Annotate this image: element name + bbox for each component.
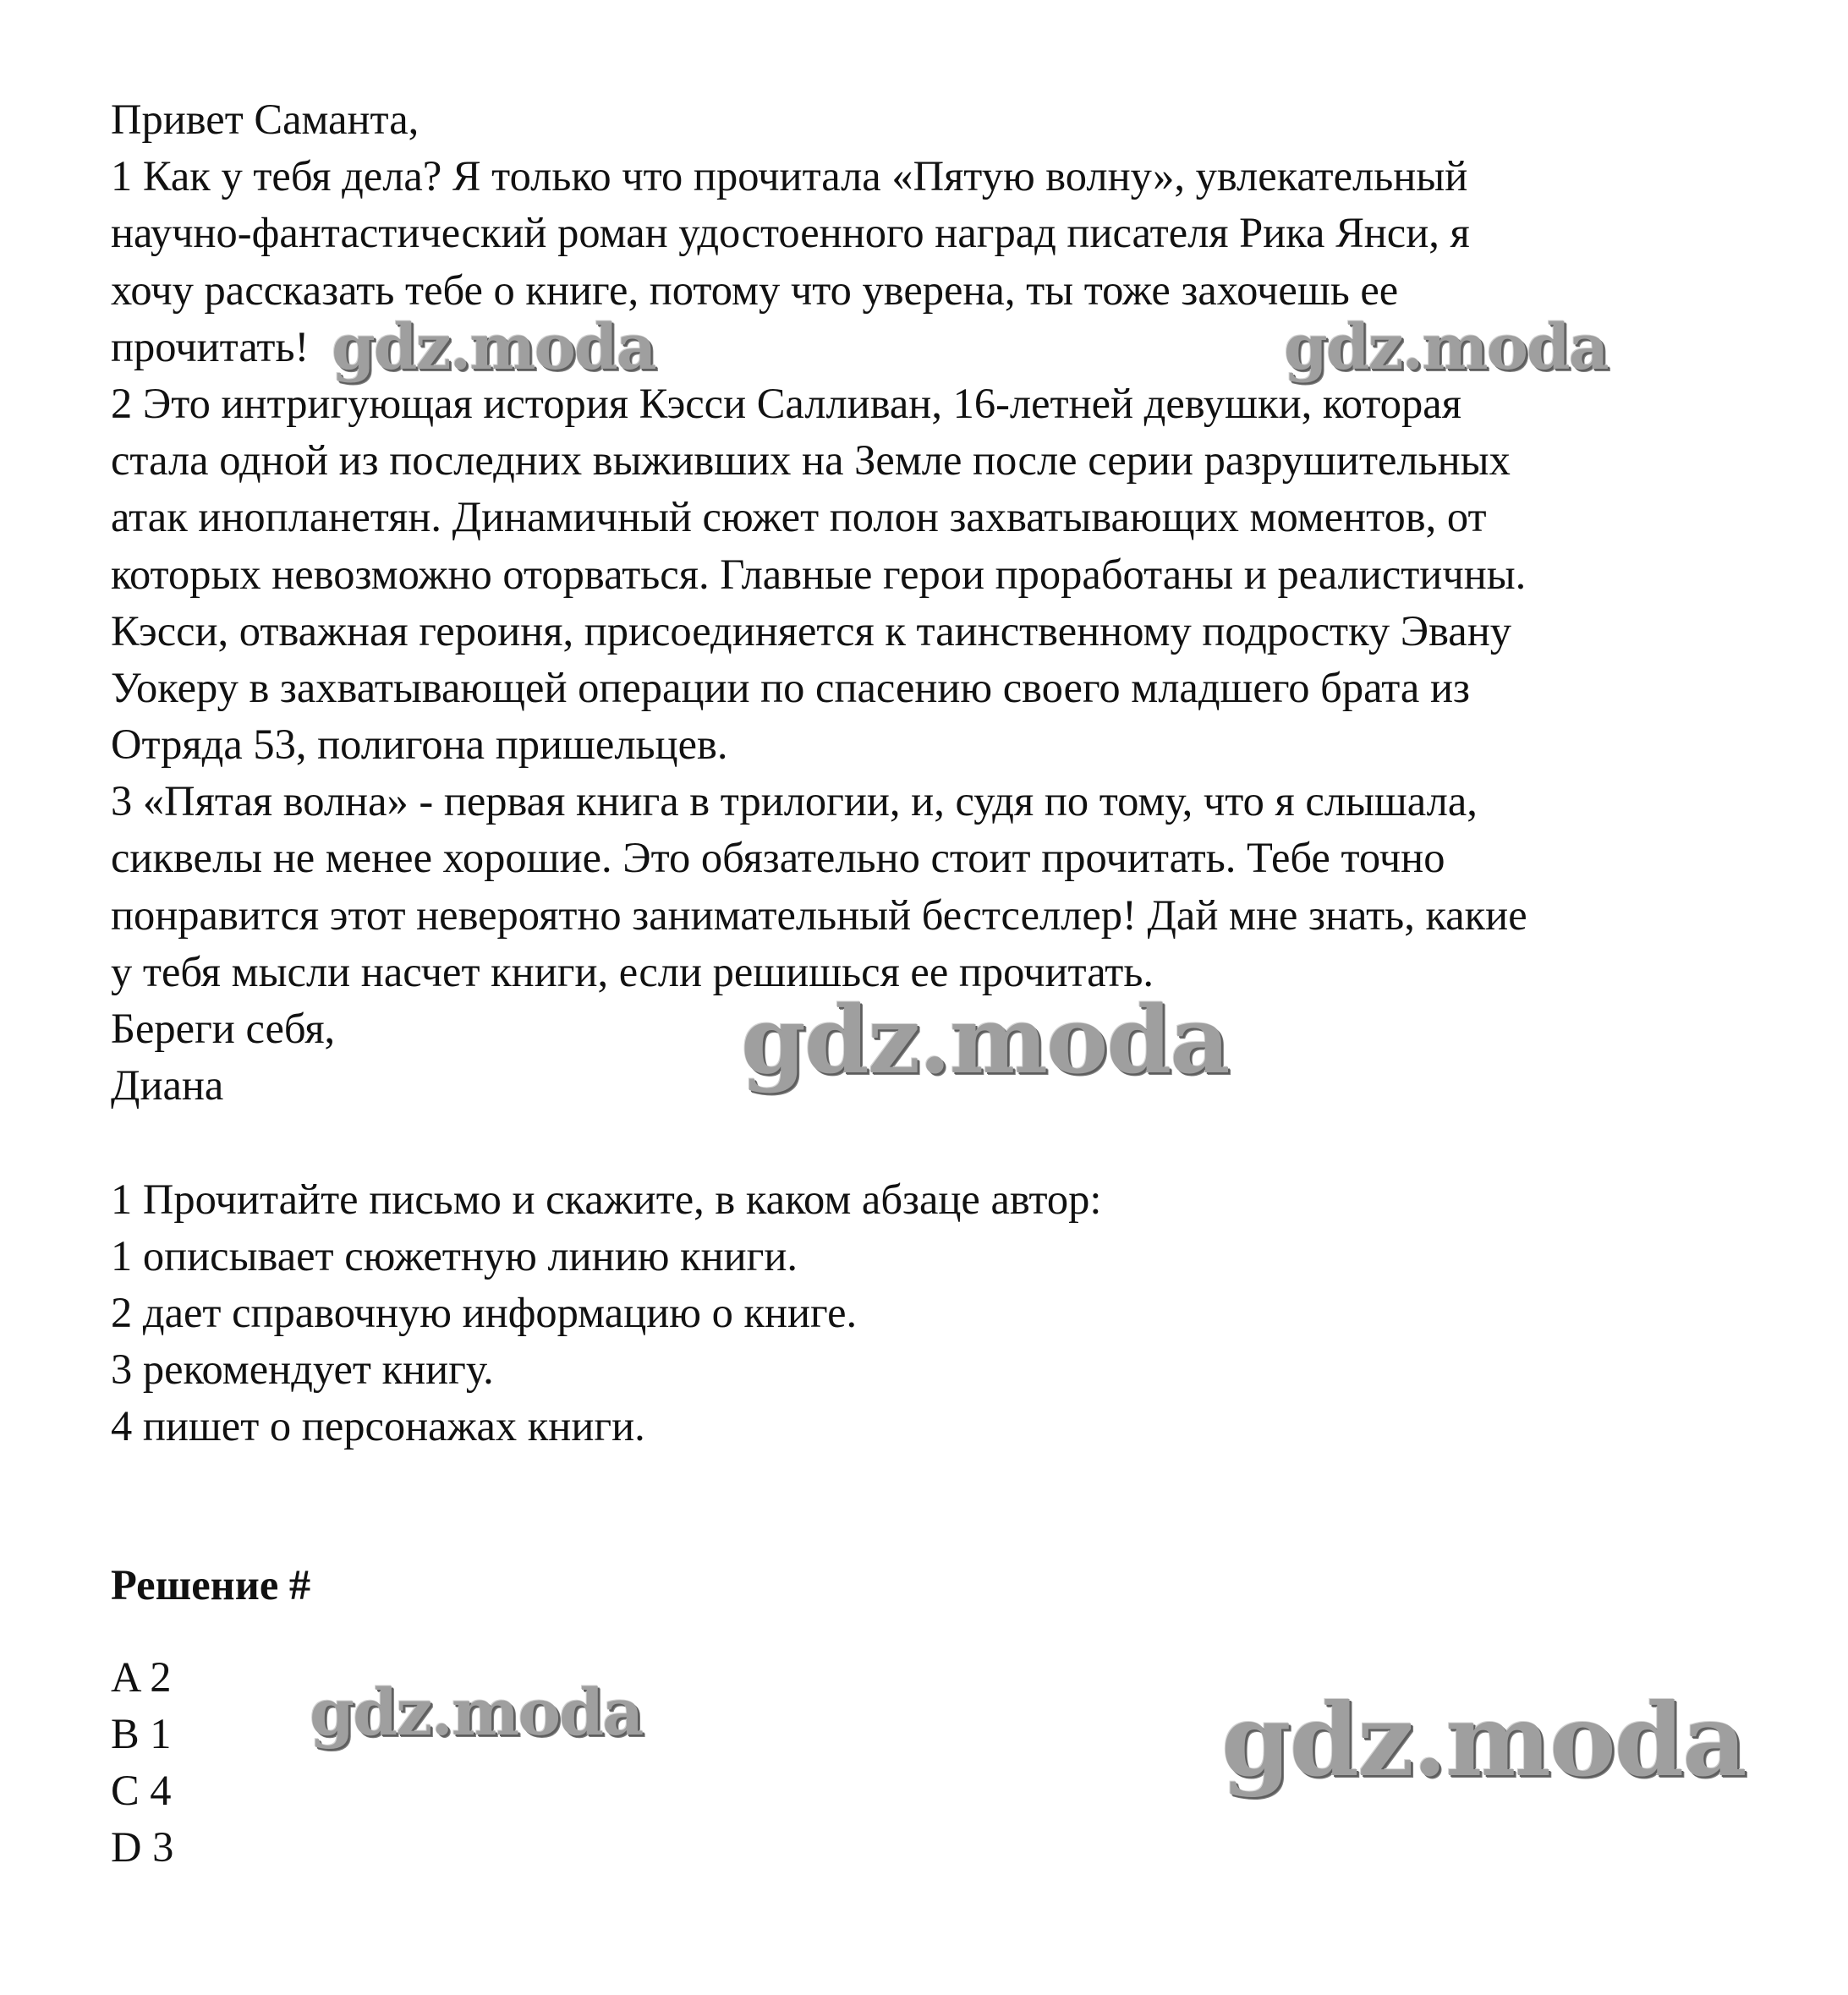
watermark: gdz.moda [332, 311, 655, 384]
watermark: gdz.moda [741, 985, 1229, 1094]
watermark: gdz.moda [1284, 311, 1608, 384]
task-item: 3 рекомендует книгу. [111, 1346, 494, 1394]
watermark: gdz.moda [1221, 1681, 1746, 1799]
watermark: gdz.moda [310, 1674, 643, 1750]
task-item: 1 описывает сюжетную линию книги. [111, 1231, 798, 1280]
letter-line: Отряда 53, полигона пришельцев. [111, 721, 728, 769]
answer-item: B 1 [111, 1709, 172, 1757]
letter-line: Кэсси, отважная героиня, присоединяется к таинственному подростку Эвану [111, 606, 1511, 655]
letter-line: Уокеру в захватывающей операции по спасению своего младшего брата из [111, 663, 1470, 711]
answer-item: A 2 [111, 1652, 172, 1701]
letter-line: 2 Это интригующая история Кэсси Салливан, 16-летней девушки, которая [111, 379, 1461, 427]
letter-line: 1 Как у тебя дела? Я только что прочитала «Пятую волну», увлекательный [111, 152, 1468, 200]
document-body [111, 91, 1802, 1876]
letter-line: которых невозможно оторваться. Главные герои проработаны и реалистичны. [111, 550, 1527, 598]
letter-line: стала одной из последних выживших на Земле после серии разрушительных [111, 436, 1511, 485]
answer-item: D 3 [111, 1823, 174, 1872]
letter-line: 3 «Пятая волна» - первая книга в трилогии, и, судя по тому, что я слышала, [111, 777, 1478, 825]
spacer [111, 1114, 1802, 1170]
answer-item: C 4 [111, 1767, 172, 1815]
task-prompt: 1 Прочитайте письмо и скажите, в каком абзаце автор: [111, 1175, 1102, 1223]
task-item: 2 дает справочную информацию о книге. [111, 1288, 858, 1336]
solution-heading: Решение # [111, 1560, 311, 1609]
letter-line: сиквелы не менее хорошие. Это обязательно стоит прочитать. Тебе точно [111, 834, 1445, 882]
letter-line: понравится этот невероятно занимательный бестселлер! Дай мне знать, какие [111, 891, 1527, 939]
letter-line: у тебя мысли насчет книги, если решишься ее прочитать. [111, 947, 1154, 995]
task-item: 4 пишет о персонажах книги. [111, 1402, 645, 1450]
letter-line: хочу рассказать тебе о книге, потому что уверена, ты тоже захочешь ее [111, 266, 1399, 314]
letter-closing: Береги себя, [111, 1005, 336, 1052]
letter-line: научно-фантастический роман удостоенного наград писателя Рика Янси, я [111, 209, 1470, 257]
letter-line: атак инопланетян. Динамичный сюжет полон захватывающих моментов, от [111, 493, 1487, 541]
letter-greeting: Привет Саманта, [111, 96, 420, 143]
letter-line: прочитать! [111, 322, 310, 370]
letter-signature: Диана [111, 1061, 224, 1110]
